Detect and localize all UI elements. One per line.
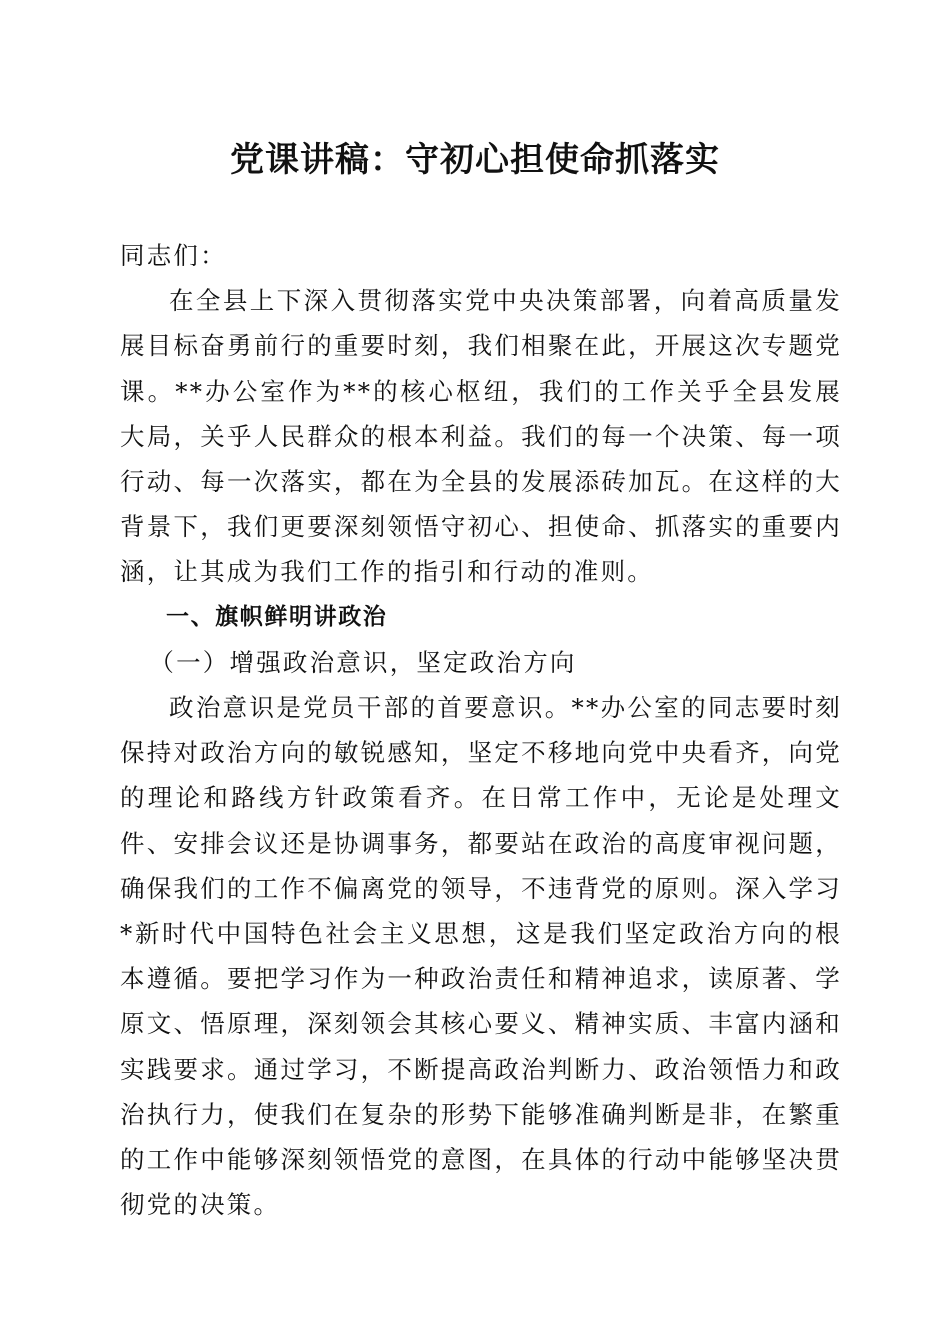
document-title: 党课讲稿：守初心担使命抓落实 — [230, 140, 720, 180]
document-body — [120, 233, 842, 1227]
section-heading-1: 一、旗帜鲜明讲政治 — [166, 603, 388, 630]
section-1-paragraph-1: 政治意识是党员干部的首要意识。**办公室的同志要时刻保持对政治方向的敏锐感知，坚定不移地向党中央看齐，向党的理论和路线方针政策看齐。在日常工作中，无论是处理文件、安排会议还是协调事务，都要站在政治的高度审视问题，确保我们的工作不偏离党的领导，不违背党的原则。深入学习*新时代中国特色社会主义思想，这是我们坚定政治方向的根本遵循。要把学习作为一种政治责任和精神追求，读原著、学原文、悟原理，深刻领会其核心要义、精神实质、丰富内涵和实践要求。通过学习，不断提高政治判断力、政治领悟力和政治执行力，使我们在复杂的形势下能够准确判断是非，在繁重的工作中能够深刻领悟党的意图，在具体的行动中能够坚决贯彻党的决策。 — [120, 693, 842, 1220]
salutation: 同志们： — [120, 241, 227, 270]
subsection-heading-1-1: （一）增强政治意识，坚定政治方向 — [149, 647, 577, 677]
intro-paragraph: 在全县上下深入贯彻落实党中央决策部署，向着高质量发展目标奋勇前行的重要时刻，我们相聚在此，开展这次专题党课。**办公室作为**的核心枢纽，我们的工作关乎全县发展大局，关乎人民群众的根本利益。我们的每一个决策、每一项行动、每一次落实，都在为全县的发展添砖加瓦。在这样的大背景下，我们更要深刻领悟守初心、担使命、抓落实的重要内涵，让其成为我们工作的指引和行动的准则。 — [120, 286, 842, 587]
